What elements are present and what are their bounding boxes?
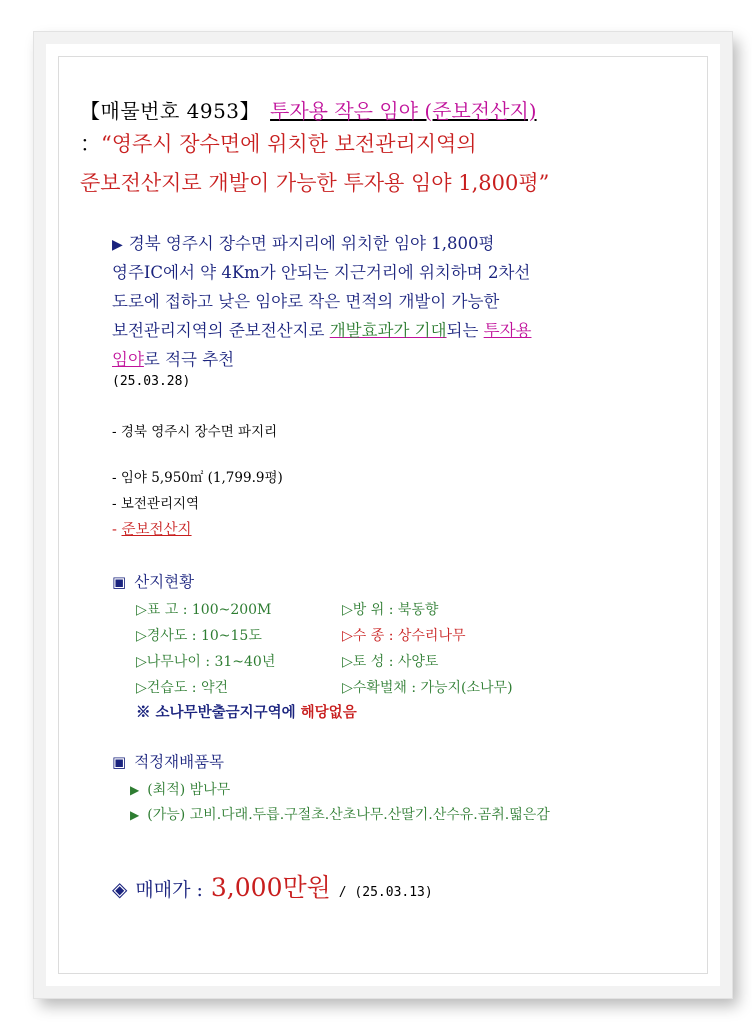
detail-area: - 임야 5,950㎡ (1,799.9평) — [112, 470, 283, 486]
price-value: 3,000만원 — [210, 873, 331, 902]
status-slope: ▷경사도 : 10~15도 — [136, 628, 262, 644]
listing-quote-line2: 준보전산지로 개발이 가능한 투자용 임야 1,800평” — [80, 171, 550, 195]
intro-line-1 — [112, 230, 494, 254]
status-moisture: ▷건습도 : 약건 — [136, 680, 229, 696]
status-tree-species: ▷수 종 : 상수리나무 — [342, 628, 466, 644]
intro-line-4 — [112, 317, 531, 341]
forest-status-title: 산지현황 — [134, 573, 195, 591]
note-text: ※ 소나무반출금지구역에 — [136, 704, 301, 721]
intro-text-4c: 되는 — [446, 321, 484, 340]
intro-text-1: 경북 영주시 장수면 파지리에 위치한 임야 1,800평 — [128, 234, 495, 253]
forest-status-heading — [112, 570, 194, 592]
quote-text-1: “영주시 장수면에 위치한 보전관리지역의 — [101, 132, 477, 156]
intro-line-5 — [112, 346, 234, 370]
crop-possible — [130, 804, 550, 824]
status-tree-age: ▷나무나이 : 31~40년 — [136, 654, 276, 670]
listing-number: 【매물번호 4953】 — [80, 99, 261, 123]
status-elevation: ▷표 고 : 100~200M — [136, 602, 272, 618]
triangle-bullet-icon: ▶ — [130, 783, 140, 797]
quote-colon: ： — [80, 132, 101, 156]
price-date: / (25.03.13) — [338, 885, 433, 900]
status-direction: ▷방 위 : 북동향 — [342, 602, 439, 618]
intro-text-5b: 로 적극 추천 — [143, 350, 235, 369]
status-soil: ▷토 성 : 사양토 — [342, 654, 439, 670]
detail-forest-type — [112, 518, 192, 539]
listing-subject: 투자용 작은 임야 (준보전산지) — [270, 99, 537, 123]
crops-title: 적정재배품목 — [134, 753, 225, 771]
export-restriction-note — [136, 701, 357, 722]
forest-land-text: 임야 — [112, 350, 144, 369]
status-harvest: ▷수확벌채 : 가능지(소나무) — [342, 680, 513, 696]
triangle-marker-icon: ▶ — [112, 237, 123, 253]
crop-best-text: (최적) 밤나무 — [147, 782, 231, 798]
square-marker-icon: ▣ — [112, 573, 127, 591]
crops-heading — [112, 750, 224, 772]
price-line — [112, 868, 433, 904]
detail-zone: - 보전관리지역 — [112, 496, 200, 512]
intro-line-3: 도로에 접하고 낮은 임야로 작은 면적의 개발이 가능한 — [112, 292, 500, 311]
crop-best — [130, 779, 230, 799]
listing-title — [80, 95, 537, 124]
detail-location: - 경북 영주시 장수면 파지리 — [112, 424, 278, 440]
forest-type-text: 준보전산지 — [121, 522, 192, 538]
listing-quote-line1 — [80, 128, 477, 158]
triangle-bullet-icon: ▶ — [130, 808, 140, 822]
square-marker-icon: ▣ — [112, 753, 127, 771]
intro-line-2: 영주IC에서 약 4Km가 안되는 지근거리에 위치하며 2차선 — [112, 263, 531, 282]
note-status: 해당없음 — [300, 704, 357, 721]
price-label: 매매가 : — [135, 879, 203, 901]
diamond-marker-icon: ◈ — [112, 877, 128, 901]
development-effect-text: 개발효과가 기대 — [329, 321, 447, 340]
investment-text: 투자용 — [483, 321, 532, 340]
intro-date: (25.03.28) — [112, 374, 191, 389]
crop-possible-text: (가능) 고비.다래.두릅.구절초.산초나무.산딸기.산수유.곰취.떫은감 — [147, 807, 550, 823]
forest-type-dash: - — [112, 522, 122, 538]
intro-text-4a: 보전관리지역의 준보전산지로 — [112, 321, 330, 340]
